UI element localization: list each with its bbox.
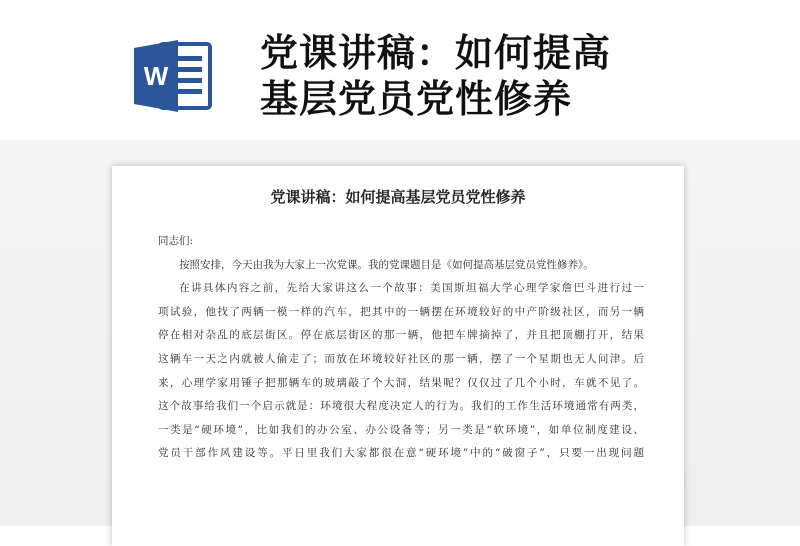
page-title-line-2: 基层党员党性修养	[260, 77, 573, 121]
word-icon	[132, 38, 214, 114]
document-line: 这个故事给我们一个启示就是：环境很大程度决定人的行为。我们的工作生活环境通常有两类，	[158, 400, 644, 413]
document-line: 同志们:	[158, 235, 194, 247]
document-line: 项试验，他找了两辆一模一样的汽车，把其中的一辆摆在环境较好的中产阶级社区，而另一辆	[158, 305, 644, 318]
document-line: 这辆车一天之内就被人偷走了；而放在环境较好社区的那一辆，摆了一个星期也无人问津。后	[158, 352, 644, 365]
document-line: 党员干部作风建设等。平日里我们大家都很在意“硬环境”中的“破窗子”，只要一出现问题	[158, 447, 644, 460]
document-page	[112, 166, 684, 546]
svg-text:W: W	[143, 61, 169, 91]
document-line: 停在相对杂乱的底层街区。停在底层街区的那一辆，他把车牌摘掉了，并且把顶棚打开，结果	[158, 329, 644, 342]
document-line: 来，心理学家用锤子把那辆车的玻璃敲了个大洞，结果呢？仅仅过了几个小时，车就不见了。	[158, 376, 644, 389]
document-line: 一类是“硬环境”，比如我们的办公室、办公设备等；另一类是“软环境”，如单位制度建设、	[158, 423, 644, 436]
page-title-line-1: 党课讲稿：如何提高	[260, 31, 612, 75]
document-line: 按照安排，今天由我为大家上一次党课。我的党课题目是《如何提高基层党员党性修养》。	[179, 258, 594, 271]
document-body	[158, 230, 644, 466]
page-title	[260, 30, 780, 122]
document-title: 党课讲稿：如何提高基层党员党性修养	[270, 188, 526, 206]
document-line: 在讲具体内容之前，先给大家讲这么一个故事：美国斯坦福大学心理学家詹巴斗进行过一	[179, 282, 644, 295]
